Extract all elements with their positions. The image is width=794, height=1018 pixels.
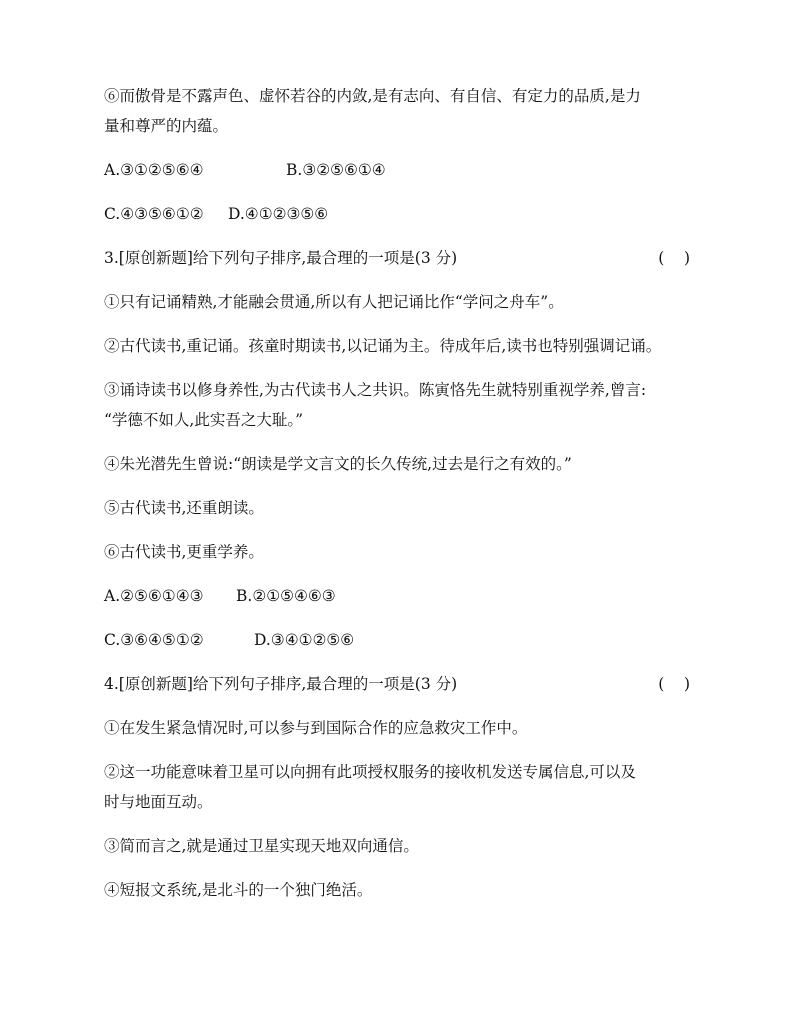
q3-item3-line1: ③诵诗读书以修身养性,为古代读书人之共识。陈寅恪先生就特别重视学养,曾言: bbox=[104, 381, 647, 399]
q2-item6-line1: ⑥而傲骨是不露声色、虚怀若谷的内敛,是有志向、有自信、有定力的品质,是力 bbox=[104, 87, 641, 105]
q3-answer-blank: ( ) bbox=[658, 249, 690, 267]
q4-heading: 4.[原创新题]给下列句子排序,最合理的一项是(3 分) bbox=[104, 675, 458, 693]
q4-item2-line1: ②这一功能意味着卫星可以向拥有此项授权服务的接收机发送专属信息,可以及 bbox=[104, 763, 636, 781]
q4-item1: ①在发生紧急情况时,可以参与到国际合作的应急救灾工作中。 bbox=[104, 719, 528, 737]
q4-item2-line2: 时与地面互动。 bbox=[104, 793, 213, 811]
q3-item3-line2: “学德不如人,此实吾之大耻。” bbox=[104, 411, 304, 429]
q3-option-a: A.②⑤⑥①④③ bbox=[104, 587, 204, 605]
q2-option-b: B.③②⑤⑥①④ bbox=[286, 161, 386, 179]
q3-item2: ②古代读书,重记诵。孩童时期读书,以记诵为主。待成年后,读书也特别强调记诵。 bbox=[104, 337, 662, 355]
q3-item4: ④朱光潜先生曾说:“朗读是学文言文的长久传统,过去是行之有效的。” bbox=[104, 455, 572, 473]
q4-item3: ③简而言之,就是通过卫星实现天地双向通信。 bbox=[104, 837, 419, 855]
q4-answer-blank: ( ) bbox=[658, 675, 690, 693]
q4-item4: ④短报文系统,是北斗的一个独门绝活。 bbox=[104, 881, 373, 899]
q3-item5: ⑤古代读书,还重朗读。 bbox=[104, 499, 264, 517]
q2-item6-line2: 量和尊严的内蕴。 bbox=[104, 117, 229, 135]
q2-option-a: A.③①②⑤⑥④ bbox=[104, 161, 204, 179]
q3-option-c: C.③⑥④⑤①② bbox=[104, 631, 204, 649]
q3-item1: ①只有记诵精熟,才能融会贯通,所以有人把记诵比作“学问之舟车”。 bbox=[104, 293, 564, 311]
q2-option-c: C.④③⑤⑥①② bbox=[104, 205, 204, 223]
q3-option-d: D.③④①②⑤⑥ bbox=[254, 631, 355, 649]
q2-option-d: D.④①②③⑤⑥ bbox=[228, 205, 329, 223]
q3-heading: 3.[原创新题]给下列句子排序,最合理的一项是(3 分) bbox=[104, 249, 458, 267]
q3-item6: ⑥古代读书,更重学养。 bbox=[104, 543, 264, 561]
q3-option-b: B.②①⑤④⑥③ bbox=[236, 587, 336, 605]
